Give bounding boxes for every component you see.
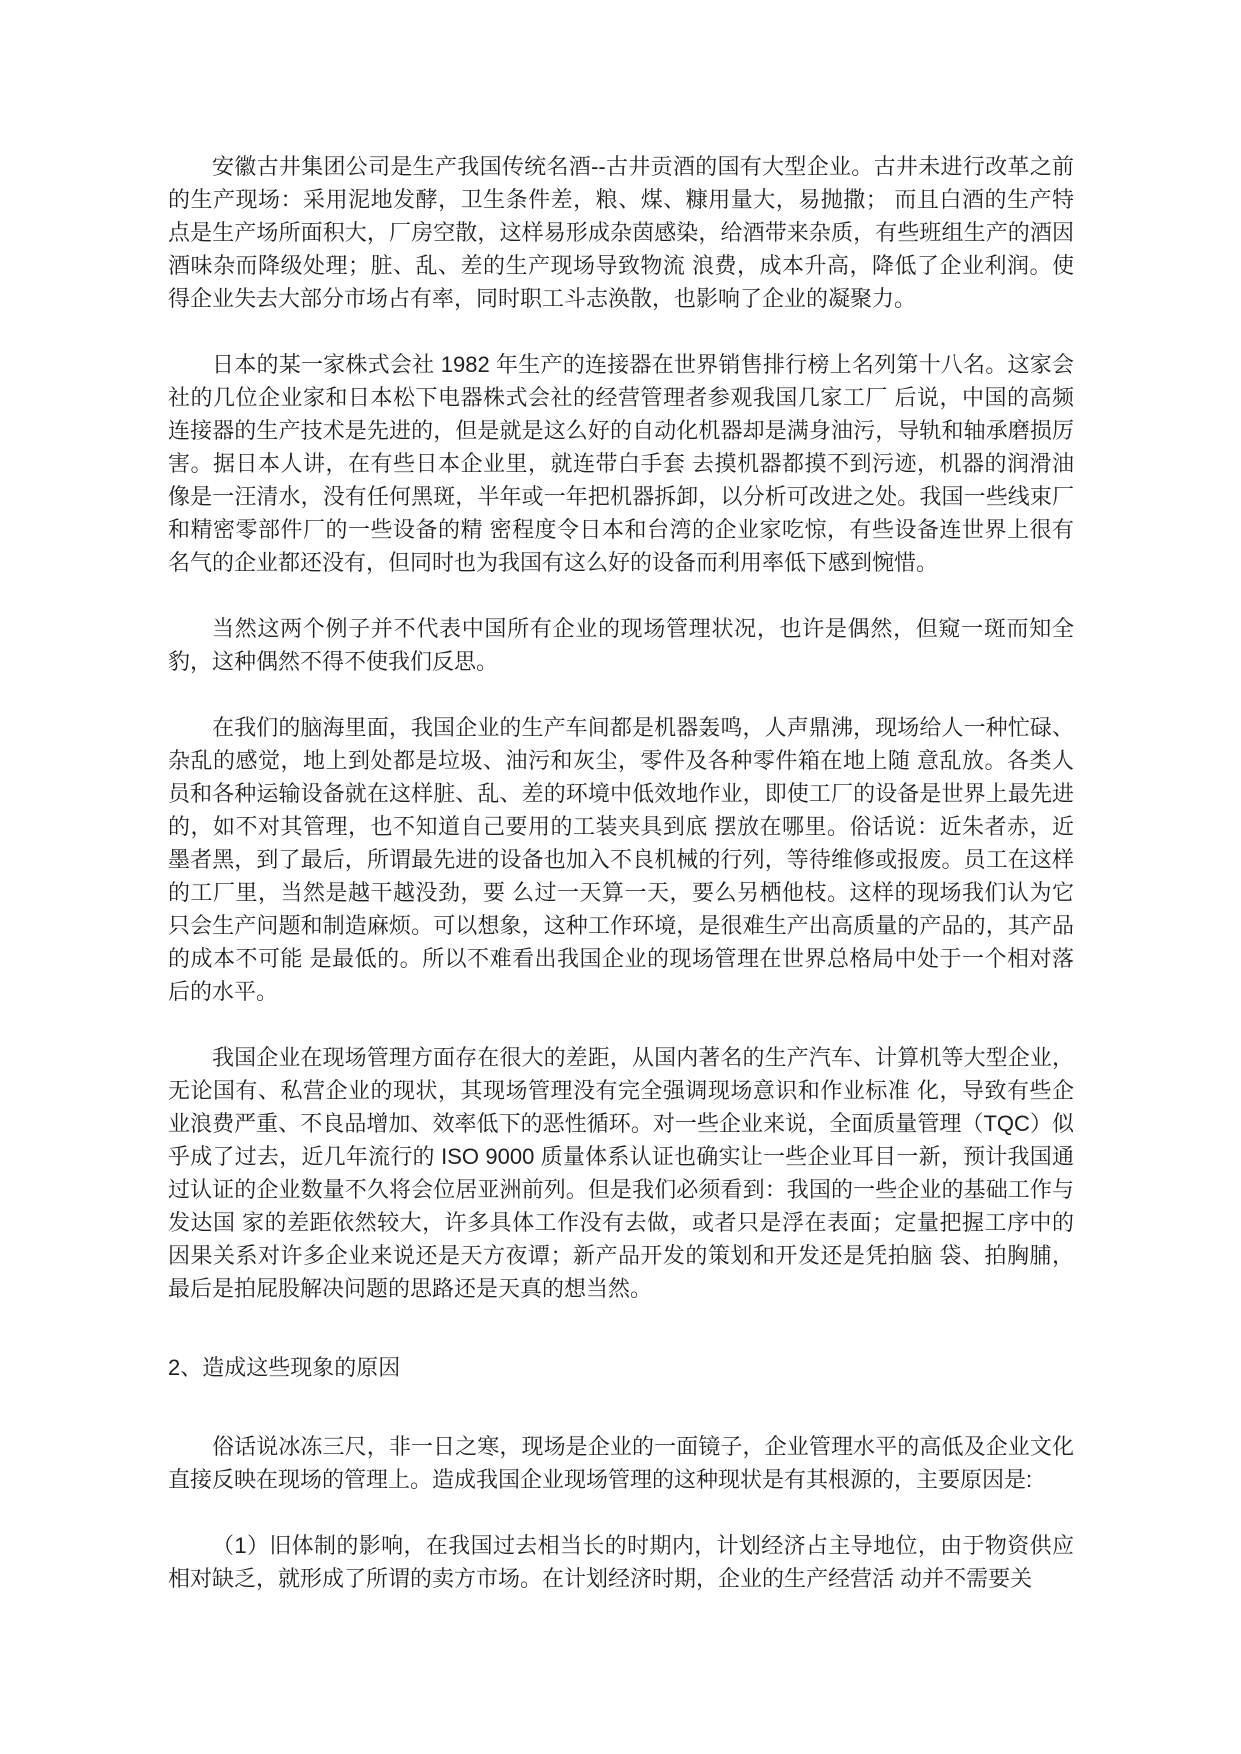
- paragraph-reflection: 当然这两个例子并不代表中国所有企业的现场管理状况，也许是偶然，但窥一斑而知全豹，这种偶然不得不使我们反思。: [168, 616, 1074, 674]
- section-heading-causes: 2、造成这些现象的原因: [168, 1355, 401, 1380]
- paragraph-management-gap: 我国企业在现场管理方面存在很大的差距，从国内著名的生产汽车、计算机等大型企业，无论国有、私营企业的现状，其现场管理没有完全强调现场意识和作业标准 化，导致有些企业浪费严重、不良品增加、效率低下的恶性循环。对一些企业来说，全面质量管理（TQC）似乎成了过去，近几年流行的 ISO 9000 质量体系认证也确实让一些企业耳目一新，预计我国通过认证的企业数量不久将会位居亚洲前列。但是我们必须看到：我国的一些企业的基础工作与发达国 家的差距依然较大，许多具体工作没有去做，或者只是浮在表面；定量把握工序中的因果关系对许多企业来说还是天方夜谭；新产品开发的策划和开发还是凭拍脑 袋、拍胸脯，最后是拍屁股解决问题的思路还是天真的想当然。: [168, 1045, 1074, 1301]
- paragraph-japan-company: 日本的某一家株式会社 1982 年生产的连接器在世界销售排行榜上名列第十八名。这家会社的几位企业家和日本松下电器株式会社的经营管理者参观我国几家工厂 后说，中国的高频连接器的生产技术是先进的，但是就是这么好的自动化机器却是满身油污，导轨和轴承磨损厉害。据日本人讲，在有些日本企业里，就连带白手套 去摸机器都摸不到污迹，机器的润滑油像是一汪清水，没有任何黑斑，半年或一年把机器拆卸，以分析可改进之处。我国一些线束厂和精密零部件厂的一些设备的精 密程度令日本和台湾的企业家吃惊，有些设备连世界上很有名气的企业都还没有，但同时也为我国有这么好的设备而利用率低下感到惋惜。: [168, 352, 1074, 575]
- paragraph-old-system-influence: （1）旧体制的影响，在我国过去相当长的时期内，计划经济占主导地位，由于物资供应相对缺乏，就形成了所谓的卖方市场。在计划经济时期，企业的生产经营活 动并不需要关: [168, 1533, 1074, 1591]
- document-body: [168, 150, 1074, 1628]
- paragraph-workshop-impression: 在我们的脑海里面，我国企业的生产车间都是机器轰鸣，人声鼎沸，现场给人一种忙碌、杂乱的感觉，地上到处都是垃圾、油污和灰尘，零件及各种零件箱在地上随 意乱放。各类人员和各种运输设备就在这样脏、乱、差的环境中低效地作业，即使工厂的设备是世界上最先进的，如不对其管理，也不知道自己要用的工装夹具到底 摆放在哪里。俗话说：近朱者赤，近墨者黑，到了最后，所谓最先进的设备也加入不良机械的行列，等待维修或报废。员工在这样的工厂里，当然是越干越没劲，要 么过一天算一天，要么另栖他枝。这样的现场我们认为它只会生产问题和制造麻烦。可以想象，这种工作环境，是很难生产出高质量的产品的，其产品的成本不可能 是最低的。所以不难看出我国企业的现场管理在世界总格局中处于一个相对落后的水平。: [168, 715, 1074, 1004]
- paragraph-mirror-saying: 俗话说冰冻三尺，非一日之寒，现场是企业的一面镜子，企业管理水平的高低及企业文化直接反映在现场的管理上。造成我国企业现场管理的这种现状是有其根源的，主要原因是:: [168, 1434, 1074, 1492]
- paragraph-anhui-gujing: 安徽古井集团公司是生产我国传统名酒--古井贡酒的国有大型企业。古井未进行改革之前的生产现场：采用泥地发酵，卫生条件差，粮、煤、糠用量大，易抛撒； 而且白酒的生产特点是生产场所面积大，厂房空散，这样易形成杂茵感染，给酒带来杂质，有些班组生产的酒因酒味杂而降级处理；脏、乱、差的生产现场导致物流 浪费，成本升高，降低了企业利润。使得企业失去大部分市场占有率，同时职工斗志涣散，也影响了企业的凝聚力。: [168, 154, 1074, 311]
